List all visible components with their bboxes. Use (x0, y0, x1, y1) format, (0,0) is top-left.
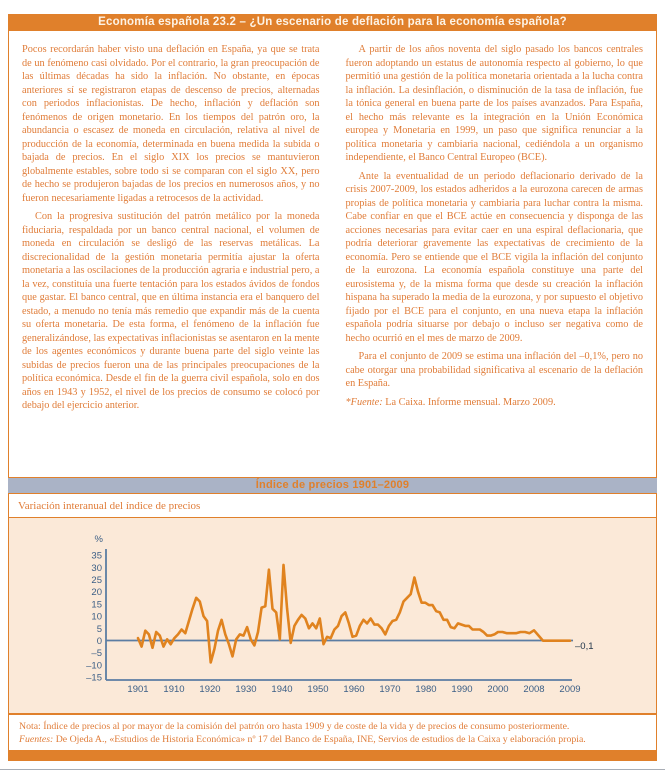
chart-sources-text: De Ojeda A., «Estudios de Historia Económica» nº 17 del Banco de España, INE, Servios de estudios de la Caixa y elaboración propia. (53, 734, 586, 745)
paragraph: Con la progresiva sustitución del patrón metálico por la moneda fiduciaria, respaldada por un banco central nacional, el volumen de moneda en circulación se desligó de las reservas metálicas. La discrecionalidad de la gestión monetaria permitía ajustar la oferta monetaria a las oscilaciones de la producción agraria e industrial pero, a la vez, constituía una fuerte tentación para los estados ávidos de fondos que gastar. El banco central, que en última instancia era el banquero del estado, a menudo no tenía más remedio que expandir más de la cuenta su oferta monetaria. De esta forma, el fenómeno de la inflación fue generalizándose, las expectativas inflacionistas se asentaron en la mente de los agentes económicos y durante buena parte del siglo veinte las subidas de precios fueron una de las principales preocupaciones de la política económica. Desde el fin de la guerra civil española, solo en dos años en 1943 y 1952, el nivel de los precios de consumo se colocó por debajo del ejercicio anterior. (22, 211, 320, 411)
svg-text:1910: 1910 (163, 684, 185, 695)
article-column-left (22, 43, 320, 418)
svg-text:1990: 1990 (451, 684, 473, 695)
svg-text:2000: 2000 (487, 684, 509, 695)
svg-text:–0,1: –0,1 (575, 641, 594, 652)
svg-text:10: 10 (91, 611, 102, 623)
svg-text:1901: 1901 (127, 684, 149, 695)
chart-note-line: Nota: Índice de precios al por mayor de la comisión del patrón oro hasta 1909 y de coste de la vida y de precios de consumo posteriormente. (19, 721, 570, 732)
svg-text:5: 5 (96, 623, 102, 635)
svg-text:1960: 1960 (343, 684, 365, 695)
chart-sources-line (19, 733, 646, 746)
source-footnote-label: *Fuente: (345, 396, 383, 408)
svg-text:0: 0 (96, 636, 102, 647)
content-box (8, 14, 657, 761)
paragraph: Pocos recordarán haber visto una deflación en España, ya que se trata de un fenómeno casi olvidado. Por el contrario, la gran preocupación de las últimas décadas ha sido la inflación. No obstante, en épocas anteriores sí se registraron etapas de descenso de precios, alternadas con periodos inflacionistas. De hecho, inflación y deflación son fenómenos de origen monetario. En los tiempos del patrón oro, la abundancia o escasez de moneda en circulación, relativa al nivel de producción de la economía, determinada en buena medida la subida o bajada de precios. En el siglo XIX los precios se mantuvieron globalmente estables, sobre todo si se comparan con el siglo XX, pero de hecho se produjeron bajadas de los precios en numerosos años, y no fueron necesariamente ligadas a retrocesos de la actividad. (22, 44, 320, 204)
chart-caption: Variación interanual del índice de precios (18, 499, 201, 512)
chart-notes (8, 715, 657, 750)
svg-text:35: 35 (91, 550, 102, 562)
source-footnote (346, 396, 644, 410)
svg-text:2008: 2008 (523, 684, 545, 695)
svg-text:20: 20 (91, 587, 102, 599)
svg-text:25: 25 (91, 575, 102, 586)
page-bottom-rule (0, 769, 665, 770)
svg-text:1950: 1950 (307, 684, 329, 695)
chart-section-title: Índice de precios 1901–2009 (8, 477, 657, 494)
svg-text:1920: 1920 (199, 684, 221, 695)
svg-text:1970: 1970 (379, 684, 401, 695)
paragraph: Para el conjunto de 2009 se estima una inflación del –0,1%, pero no cabe otorgar una probabilidad significativa al escenario de la deflación en España. (345, 351, 643, 389)
svg-text:–10: –10 (86, 660, 102, 672)
inflation-chart (8, 518, 657, 715)
svg-text:%: % (94, 534, 103, 545)
svg-text:1940: 1940 (271, 684, 293, 695)
paragraph: Ante la eventualidad de un periodo deflacionario derivado de la crisis 2007-2009, los estados adheridos a la eurozona carecen de armas propias de política monetaria y cambiaria para luchar contra la misma. Cabe confiar en que el BCE actúe en consecuencia y disponga de las acciones necesarias para evitar caer en una espiral deflacionaria, que podría deteriorar gravemente las expectativas de crecimiento de la economía. Pero se entiende que el BCE vigila la inflación del conjunto de la eurozona. La economía española constituye una parte del eurosistema y, de la misma forma que desde su creación la inflación hispana ha superado la media de la eurozona, y por supuesto el objetivo fijado por el BCE para el conjunto, en una nueva etapa la inflación española podría situarse por debajo o incluso ser negativa como de hecho ocurrió en el mes de marzo de 2009. (345, 170, 643, 344)
inflation-line-chart (9, 518, 655, 712)
svg-text:–5: –5 (91, 648, 102, 660)
svg-text:1930: 1930 (235, 684, 257, 695)
article-column-right (346, 43, 644, 418)
chart-sources-label: Fuentes: (19, 734, 54, 745)
svg-text:2009: 2009 (559, 684, 581, 695)
chart-caption-strip (8, 494, 657, 518)
page-title: Economía española 23.2 – ¿Un escenario de deflación para la economía española? (8, 14, 657, 31)
svg-text:30: 30 (91, 562, 102, 574)
article-body (8, 31, 657, 477)
bottom-orange-bar (8, 750, 657, 761)
svg-text:–15: –15 (86, 672, 102, 684)
svg-text:1980: 1980 (415, 684, 437, 695)
source-footnote-text: La Caixa. Informe mensual. Marzo 2009. (382, 396, 556, 408)
paragraph: A partir de los años noventa del siglo pasado los bancos centrales fueron adoptando un estatus de autonomía respecto al gobierno, lo que permitió una gestión de la política monetaria orientada a la lucha contra la inflación. La desinflación, o disminución de la tasa de inflación, fue la tónica general en buena parte de los países avanzados. Para España, el hecho más relevante es la integración en la Unión Económica europea y Monetaria en 1999, un paso que significa renunciar a la política monetaria y cambiaria nacional, cediéndola a un organismo independiente, el Banco Central Europeo (BCE). (345, 44, 643, 163)
svg-text:15: 15 (91, 599, 102, 611)
